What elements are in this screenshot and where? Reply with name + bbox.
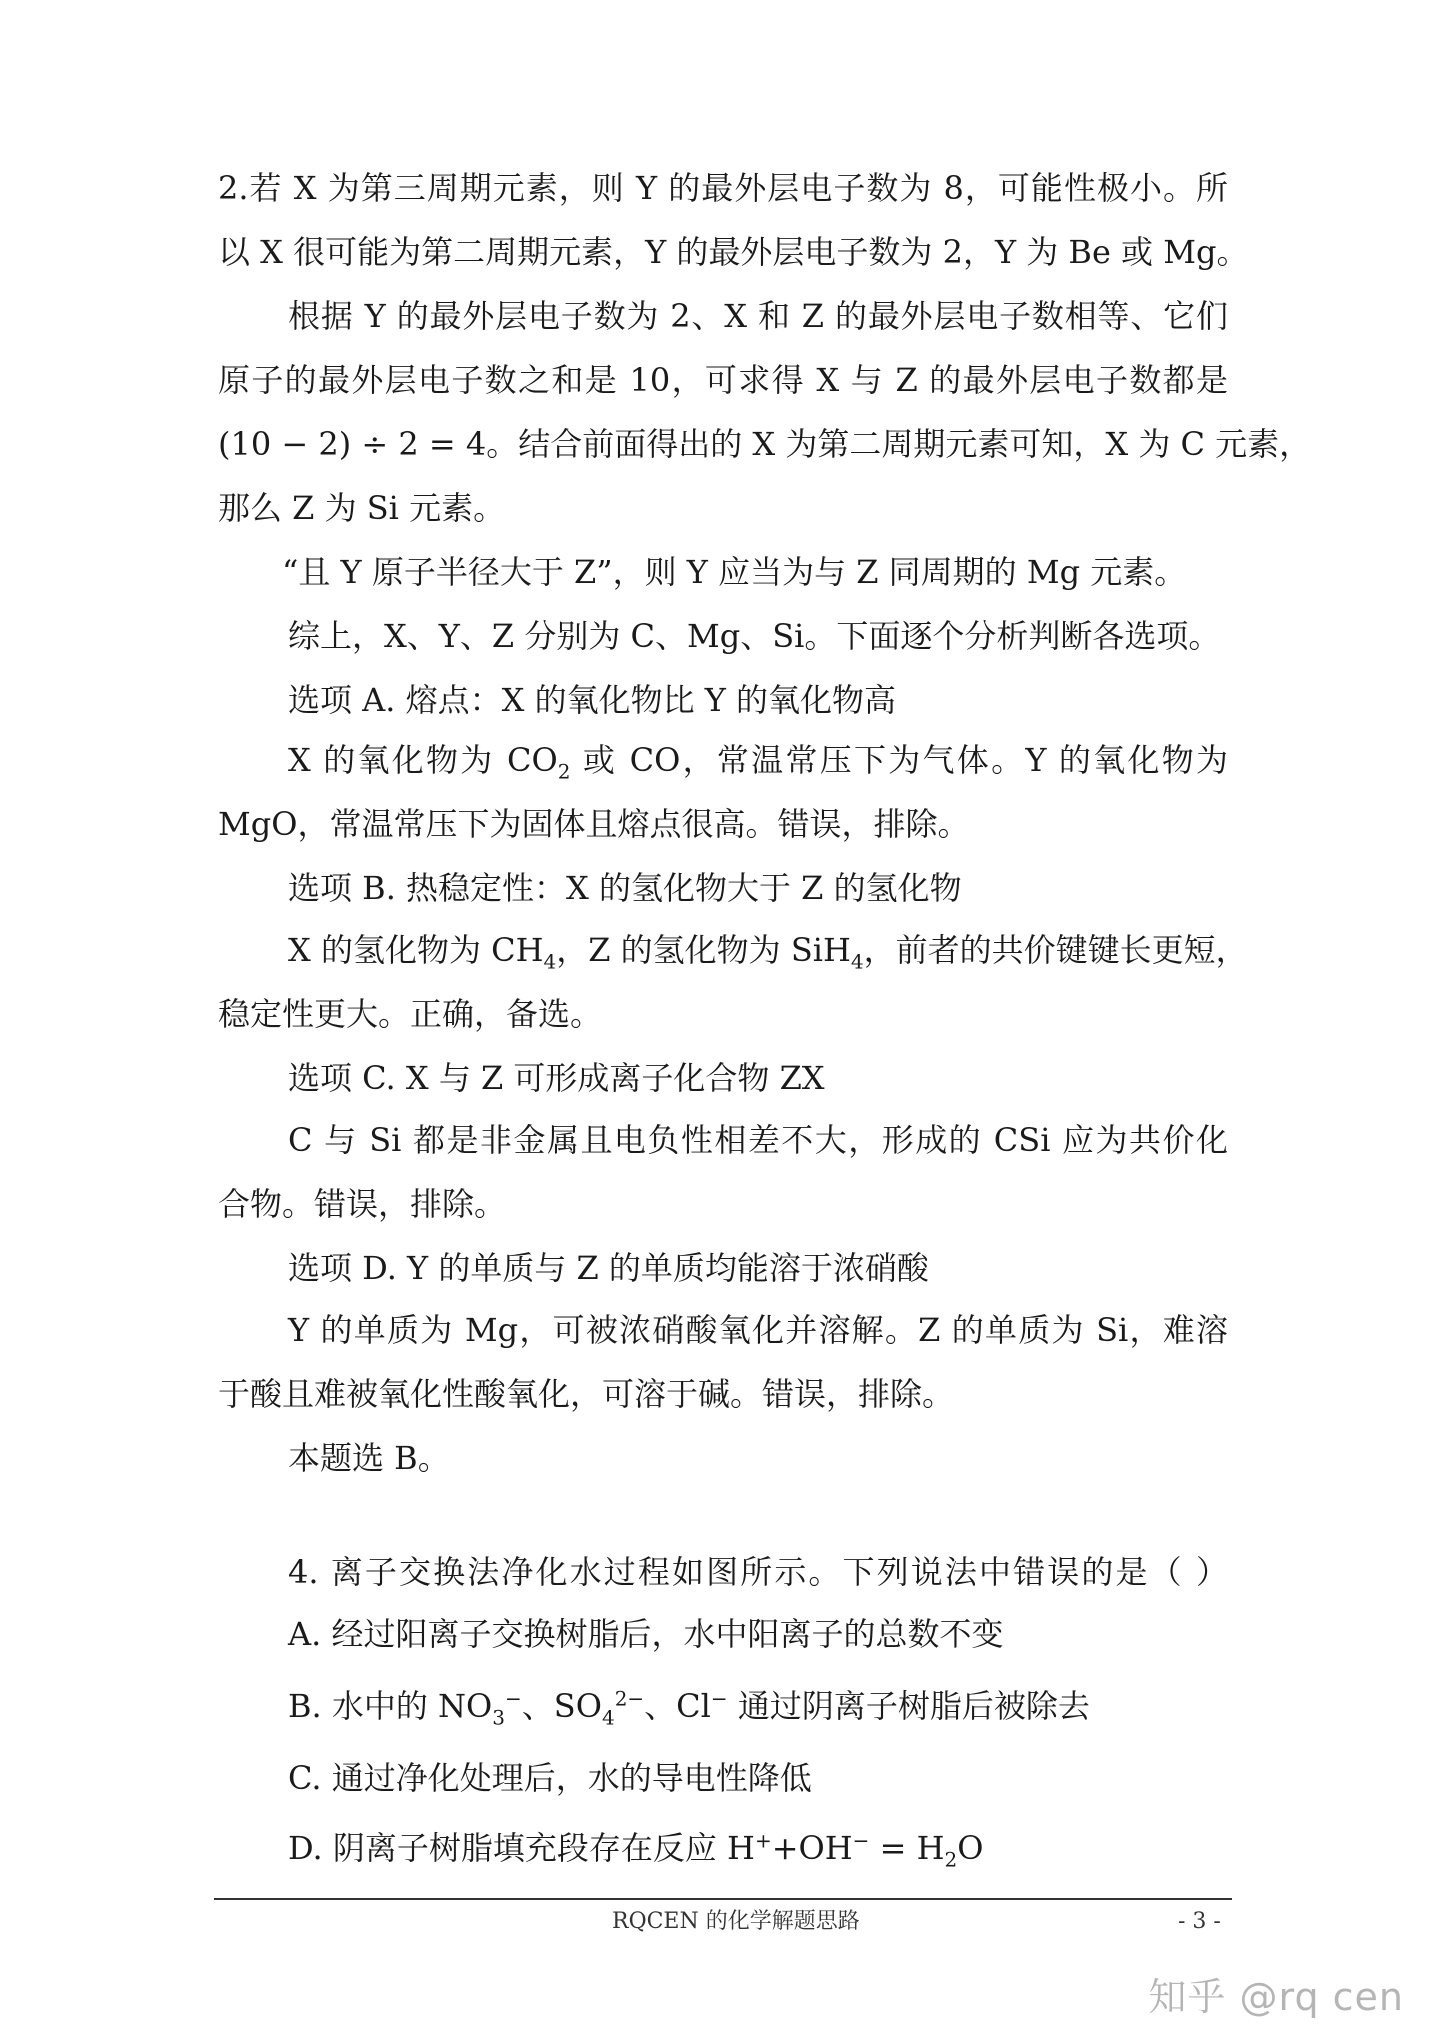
- text-line: 2.若 X 为第三周期元素，则 Y 的最外层电子数为 8，可能性极小。所: [218, 169, 1228, 207]
- option-d-heading: 选项 D. Y 的单质与 Z 的单质均能溶于浓硝酸: [288, 1249, 929, 1287]
- text-line: MgO，常温常压下为固体且熔点很高。错误，排除。: [218, 805, 970, 843]
- text-line: X 的氢化物为 $CH_4$，Z 的氢化物为 SiH$_4$，前者的共价键键长更短，: [288, 931, 1248, 974]
- text-line: 以 X 很可能为第二周期元素，Y 的最外层电子数为 2，Y 为 Be 或 Mg。: [218, 233, 1249, 271]
- question-stem: 4. 离子交换法净化水过程如图所示。下列说法中错误的是（ ）: [288, 1553, 1228, 1591]
- text-line: C 与 Si 都是非金属且电负性相差不大，形成的 CSi 应为共价化: [288, 1121, 1228, 1159]
- choice-d: D. 阴离子树脂填充段存在反应 $H^++OH^- = H_2O$: [288, 1828, 984, 1872]
- option-c-heading: 选项 C. X 与 Z 可形成离子化合物 ZX: [288, 1059, 825, 1097]
- text-line: 原子的最外层电子数之和是 10，可求得 X 与 Z 的最外层电子数都是: [218, 361, 1228, 399]
- text-line: (10 − 2) ÷ 2 = 4。结合前面得出的 X 为第二周期元素可知，X 为 C 元素，: [218, 425, 1312, 463]
- watermark: 知乎 @rq cen: [1148, 1975, 1404, 2019]
- option-a-heading: 选项 A. 熔点：X 的氧化物比 Y 的氧化物高: [288, 681, 897, 719]
- choice-b: B. 水中的 $NO_3^-$、$SO_4^{2-}$、Cl− 通过阴离子树脂后被除去: [288, 1686, 1090, 1730]
- text-line: 那么 Z 为 Si 元素。: [218, 489, 506, 527]
- text-line: 综上，X、Y、Z 分别为 C、Mg、Si。下面逐个分析判断各选项。: [288, 617, 1221, 655]
- footer-title: RQCEN 的化学解题思路: [612, 1909, 860, 1934]
- text-line: 稳定性更大。正确，备选。: [218, 995, 603, 1033]
- page-number: - 3 -: [1178, 1909, 1221, 1934]
- text-line: Y 的单质为 Mg，可被浓硝酸氧化并溶解。Z 的单质为 Si，难溶: [288, 1311, 1228, 1349]
- answer-line: 本题选 B。: [288, 1439, 450, 1477]
- text-line: 于酸且难被氧化性酸氧化，可溶于碱。错误，排除。: [218, 1375, 955, 1413]
- text-line: X 的氧化物为 $CO_2$ 或 CO，常温常压下为气体。Y 的氧化物为: [288, 741, 1228, 784]
- text-line: 根据 Y 的最外层电子数为 2、X 和 Z 的最外层电子数相等、它们: [288, 297, 1228, 335]
- choice-c: C. 通过净化处理后，水的导电性降低: [288, 1759, 812, 1797]
- option-b-heading: 选项 B. 热稳定性：X 的氢化物大于 Z 的氢化物: [288, 869, 962, 907]
- choice-a: A. 经过阳离子交换树脂后，水中阳离子的总数不变: [288, 1615, 1004, 1653]
- text-line: 合物。错误，排除。: [218, 1185, 507, 1223]
- text-line: “且 Y 原子半径大于 Z”，则 Y 应当为与 Z 同周期的 Mg 元素。: [282, 553, 1187, 591]
- footer-divider: [214, 1898, 1232, 1900]
